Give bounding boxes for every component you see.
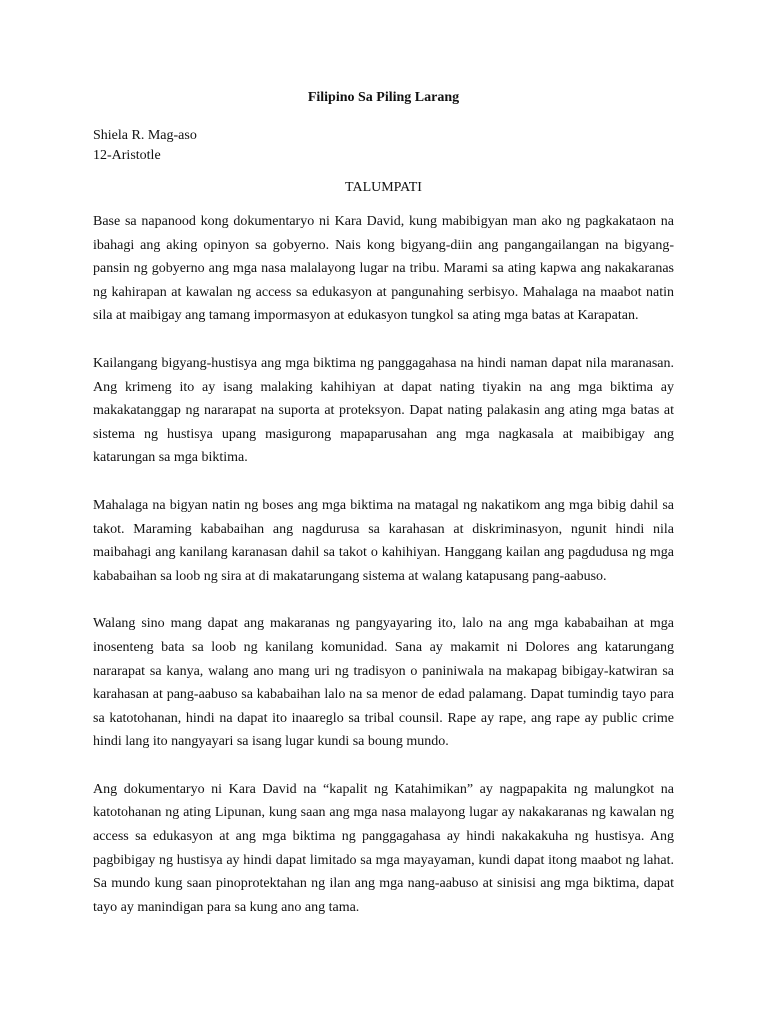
speech-heading: TALUMPATI [345, 180, 422, 195]
paragraph-2: Kailangang bigyang-hustisya ang mga biktima ng panggagahasa na hindi naman dapat nila maranasan. Ang krimeng ito ay isang malaking kahihiyan at dapat nating tiyakin na ang mga biktima ay makakatanggap ng nararapat na suporta at proteksyon. Dapat nating palakasin ang ating mga batas at sistema ng hustisya upang masigurong mapaparusahan ang mga nagkasala at maibibigay ang katarungan sa mga biktima. [93, 355, 674, 466]
author-block [93, 126, 674, 166]
paragraph-5: Ang dokumentaryo ni Kara David na “kapalit ng Katahimikan” ay nagpapakita ng malungkot na katotohanan ng ating Lipunan, kung saan ang mga nasa malayong lugar ay nakakaranas ng kawalan ng access sa edukasyon at ang mga biktima ng panggagahasa ay hindi nakakakuha ng hustisya. Ang pagbibigay ng hustisya ay hindi dapat limitado sa mga mayayaman, kundi dapat itong maabot ng lahat. Sa mundo kung saan pinoprotektahan ng ilan ang mga nang-aabuso at sinisisi ang mga biktima, dapat tayo ay manindigan para sa kung ano ang tama. [93, 781, 674, 915]
document-page [93, 88, 674, 943]
paragraph-1: Base sa napanood kong dokumentaryo ni Kara David, kung mabibigyan man ako ng pagkakataon na ibahagi ang aking opinyon sa gobyerno. Nais kong bigyang-diin ang pangangailangan na bigyang-pansin ng gobyerno ang mga nasa malalayong lugar na tribu. Marami sa ating kapwa ang nakakaranas ng kahirapan at kawalan ng access sa edukasyon at pangunahing serbisyo. Mahalaga na maabot natin sila at maibigay ang tamang impormasyon at edukasyon tungkol sa ating mga batas at Karapatan. [93, 214, 674, 324]
paragraph-3: Mahalaga na bigyan natin ng boses ang mga biktima na matagal ng nakatikom ang mga bibig dahil sa takot. Maraming kababaihan ang nagdurusa sa karahasan at diskriminasyon, ngunit hindi nila maibahagi ang kanilang karanasan dahil sa takot o kahihiyan. Hanggang kailan ang pagdudusa ng mga kababaihan sa loob ng sira at di makatarungang sistema at walang katapusang pang-aabuso. [93, 497, 674, 584]
document-title: Filipino Sa Piling Larang [307, 90, 460, 105]
author-section: 12-Aristotle [93, 148, 161, 163]
author-name: Shiela R. Mag-aso [93, 128, 197, 143]
paragraph-4: Walang sino mang dapat ang makaranas ng pangyayaring ito, lalo na ang mga kababaihan at mga inosenteng bata sa loob ng kanilang komunidad. Sana ay makamit ni Dolores ang katarungang nararapat sa kanya, walang ano mang uri ng tradisyon o paniniwala na makapag bibigay-katwiran sa karahasan at pang-aabuso sa kababaihan lalo na sa menor de edad palamang. Dapat tumindig tayo para sa katotohanan, hindi na dapat ito inaareglo sa tribal counsil. Rape ay rape, ang rape ay public crime hindi lang ito nangyayari sa isang lugar kundi sa boung mundo. [93, 616, 674, 750]
